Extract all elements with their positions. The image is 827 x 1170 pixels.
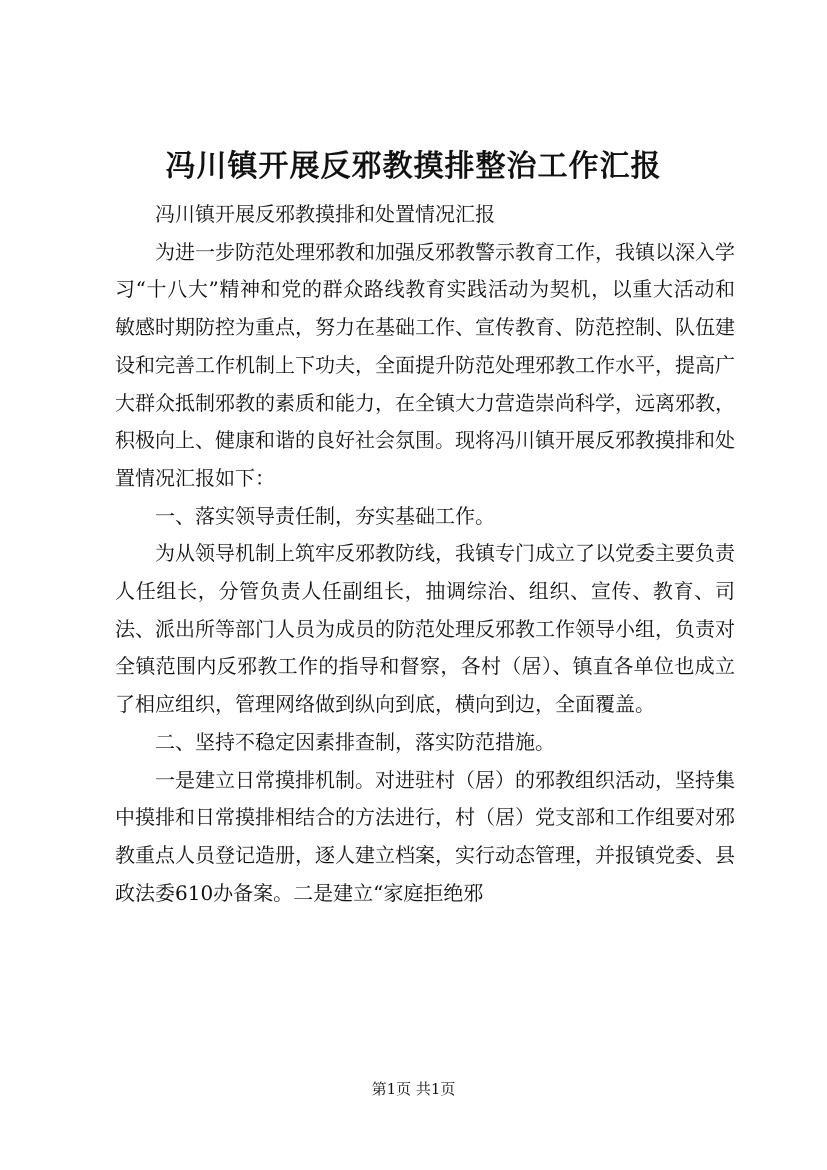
section-heading-2: 二、坚持不稳定因素排查制，落实防范措施。: [155, 729, 555, 754]
section-heading-1: 一、落实领导责任制，夯实基础工作。: [155, 503, 495, 528]
page-footer: 第1页 共1页: [371, 1080, 456, 1098]
intro-paragraph: 为进一步防范处理邪教和加强反邪教警示教育工作，我镇以深入学习“十八大”精神和党的群众路线教育实践活动为契机，以重大活动和敏感时期防控为重点，努力在基础工作、宣传教育、防范控制、队伍建设和完善工作机制上下功夫，全面提升防范处理邪教工作水平，提高广大群众抵制邪教的素质和能力，在全镇大力营造崇尚科学，远离邪教，积极向上、健康和谐的良好社会氛围。现将冯川镇开展反邪教摸排和处置情况汇报如下：: [115, 239, 735, 490]
document-body: [115, 196, 735, 912]
section-2-paragraph: 一是建立日常摸排机制。对进驻村（居）的邪教组织活动，坚持集中摸排和日常摸排相结合的方法进行，村（居）党支部和工作组要对邪教重点人员登记造册，逐人建立档案，实行动态管理，并报镇党委、县政法委610办备案。二是建立“家庭拒绝邪: [115, 767, 735, 905]
section-1-paragraph: 为从领导机制上筑牢反邪教防线，我镇专门成立了以党委主要负责人任组长，分管负责人任副组长，抽调综治、组织、宣传、教育、司法、派出所等部门人员为成员的防范处理反邪教工作领导小组，负责对全镇范围内反邪教工作的指导和督察，各村（居）、镇直各单位也成立了相应组织，管理网络做到纵向到底，横向到边，全面覆盖。: [115, 541, 735, 717]
document-title: 冯川镇开展反邪教摸排整治工作汇报: [165, 149, 662, 184]
report-subtitle: 冯川镇开展反邪教摸排和处置情况汇报: [155, 202, 495, 226]
